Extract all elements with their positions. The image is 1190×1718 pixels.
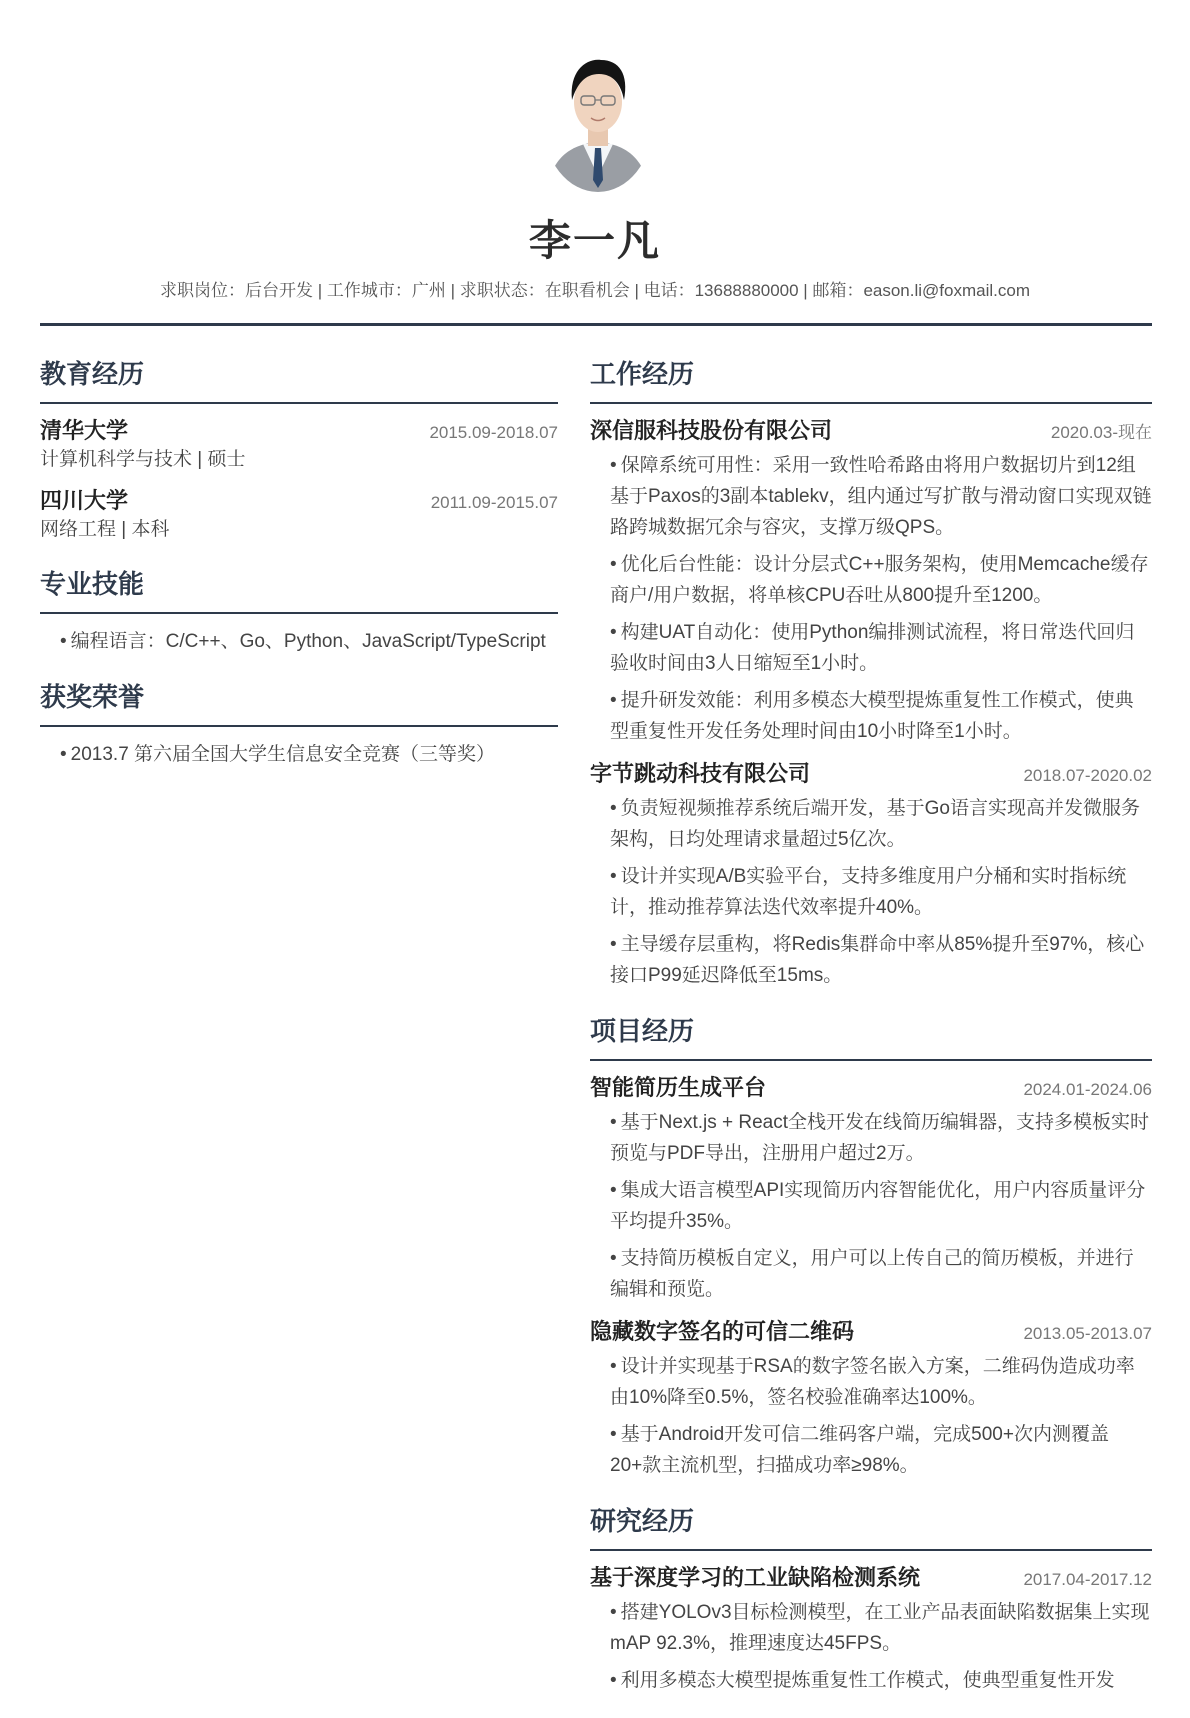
section-title-education: 教育经历 <box>40 356 558 404</box>
work-bullets <box>590 793 1152 991</box>
list-item: • 设计并实现A/B实验平台，支持多维度用户分桶和实时指标统计，推动推荐算法迭代效率提升40%。 <box>610 866 1127 918</box>
portrait-image <box>543 44 653 192</box>
skill-item: • 编程语言：C/C++、Go、Python、JavaScript/TypeScript <box>60 631 546 652</box>
education-date: 2011.09-2015.07 <box>430 493 558 512</box>
section-title-awards: 获奖荣誉 <box>40 679 558 727</box>
left-column <box>40 356 558 792</box>
list-item: • 基于Next.js + React全栈开发在线简历编辑器，支持多模板实时预览与PDF导出，注册用户超过2万。 <box>610 1112 1150 1164</box>
list-item: • 基于Android开发可信二维码客户端，完成500+次内测覆盖20+款主流机型，扫描成功率≥98%。 <box>610 1424 1109 1476</box>
education-entry <box>40 416 558 474</box>
project-bullets <box>590 1107 1152 1305</box>
project-bullets <box>590 1351 1152 1481</box>
company-name: 字节跳动科技有限公司 <box>590 761 811 786</box>
school-name: 四川大学 <box>40 488 129 513</box>
list-item: • 主导缓存层重构，将Redis集群命中率从85%提升至97%，核心接口P99延迟降低至15ms。 <box>610 934 1145 986</box>
project-entry <box>590 1073 1152 1305</box>
project-name: 隐藏数字签名的可信二维码 <box>590 1319 855 1344</box>
bullet-icon: • <box>60 631 67 652</box>
profile-photo <box>543 44 653 192</box>
section-title-skills: 专业技能 <box>40 566 558 614</box>
work-date: 2018.07-2020.02 <box>1023 766 1152 785</box>
project-date: 2024.01-2024.06 <box>1023 1080 1152 1099</box>
list-item: • 提升研发效能：利用多模态大模型提炼重复性工作模式，使典型重复性开发任务处理时间由10小时降至1小时。 <box>610 690 1134 742</box>
list-item: • 负责短视频推荐系统后端开发，基于Go语言实现高并发微服务架构，日均处理请求量超过5亿次。 <box>610 798 1141 850</box>
awards-section <box>40 679 558 770</box>
awards-list <box>40 739 558 770</box>
project-name: 智能简历生成平台 <box>590 1075 767 1100</box>
section-title-projects: 项目经历 <box>590 1013 1152 1061</box>
right-column <box>590 356 1152 1718</box>
research-date: 2017.04-2017.12 <box>1023 1570 1152 1589</box>
list-item: • 利用多模态大模型提炼重复性工作模式，使典型重复性开发 <box>610 1670 1115 1691</box>
work-date: 2020.03-现在 <box>1050 423 1152 442</box>
work-section <box>590 356 1152 991</box>
list-item: • 集成大语言模型API实现简历内容智能优化，用户内容质量评分平均提升35%。 <box>610 1180 1146 1232</box>
list-item: • 支持简历模板自定义，用户可以上传自己的简历模板，并进行编辑和预览。 <box>610 1248 1134 1300</box>
header-divider <box>40 323 1152 326</box>
research-section <box>590 1503 1152 1696</box>
list-item: • 优化后台性能：设计分层式C++服务架构，使用Memcache缓存商户/用户数据，将单核CPU吞吐从800提升至1200。 <box>610 554 1149 606</box>
work-entry <box>590 416 1152 747</box>
work-bullets <box>590 450 1152 747</box>
section-title-work: 工作经历 <box>590 356 1152 404</box>
projects-section <box>590 1013 1152 1481</box>
company-name: 深信服科技股份有限公司 <box>590 418 833 443</box>
education-date: 2015.09-2018.07 <box>429 423 558 442</box>
candidate-name: 李一凡 <box>528 217 661 264</box>
education-detail: 网络工程 | 本科 <box>40 519 170 540</box>
skills-section <box>40 566 558 657</box>
research-entry <box>590 1563 1152 1696</box>
award-item: • 2013.7 第六届全国大学生信息安全竞赛（三等奖） <box>60 744 496 765</box>
education-detail: 计算机科学与技术 | 硕士 <box>40 449 246 470</box>
list-item: • 构建UAT自动化：使用Python编排测试流程，将日常迭代回归验收时间由3人日缩短至1小时。 <box>610 622 1135 674</box>
bullet-icon: • <box>60 744 67 765</box>
education-entry <box>40 486 558 544</box>
list-item: • 搭建YOLOv3目标检测模型，在工业产品表面缺陷数据集上实现mAP 92.3%，推理速度达45FPS。 <box>610 1602 1150 1654</box>
work-entry <box>590 759 1152 991</box>
list-item: • 保障系统可用性：采用一致性哈希路由将用户数据切片到12组基于Paxos的3副本tablekv，组内通过写扩散与滑动窗口实现双链路跨城数据冗余与容灾，支撑万级QPS。 <box>610 455 1152 538</box>
school-name: 清华大学 <box>40 418 129 443</box>
project-date: 2013.05-2013.07 <box>1023 1324 1152 1343</box>
skills-list <box>40 626 558 657</box>
section-title-research: 研究经历 <box>590 1503 1152 1551</box>
research-bullets <box>590 1597 1152 1696</box>
project-entry <box>590 1317 1152 1481</box>
education-section <box>40 356 558 544</box>
research-name: 基于深度学习的工业缺陷检测系统 <box>590 1565 921 1590</box>
contact-info: 求职岗位：后台开发 | 工作城市：广州 | 求职状态：在职看机会 | 电话：13688880000 | 邮箱：eason.li@foxmail.com <box>160 281 1030 300</box>
list-item: • 设计并实现基于RSA的数字签名嵌入方案，二维码伪造成功率由10%降至0.5%，签名校验准确率达100%。 <box>610 1356 1135 1408</box>
